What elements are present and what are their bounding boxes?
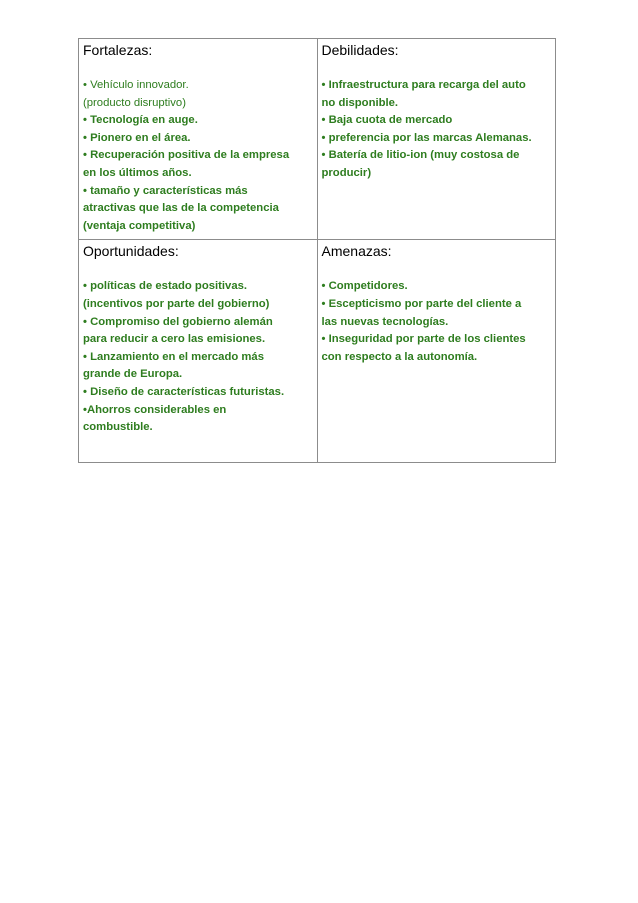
oportunidades-title: Oportunidades:: [83, 243, 179, 260]
list-item: • políticas de estado positivas.: [83, 280, 248, 293]
oportunidades-cell: [79, 240, 318, 463]
fortalezas-title: Fortalezas:: [83, 42, 153, 58]
swot-row-top: [79, 39, 556, 240]
swot-row-bottom: [79, 240, 556, 463]
list-item: (producto disruptivo): [83, 96, 186, 109]
list-item: • Baja cuota de mercado: [321, 114, 453, 127]
fortalezas-cell: [79, 39, 318, 240]
list-item: • Pionero en el área.: [83, 131, 191, 144]
list-item: atractivas que las de la competencia: [83, 202, 279, 215]
oportunidades-list: [83, 278, 313, 436]
amenazas-cell: [317, 240, 556, 463]
amenazas-list: [322, 278, 552, 366]
list-item: grande de Europa.: [83, 368, 183, 381]
list-item: • Vehículo innovador.: [83, 79, 189, 91]
list-item: • tamaño y características más: [83, 184, 248, 197]
debilidades-list: [322, 77, 552, 183]
list-item: producir): [321, 166, 372, 179]
list-item: • Tecnología en auge.: [83, 114, 198, 127]
debilidades-cell: [317, 39, 556, 240]
list-item: • Inseguridad por parte de los clientes: [321, 333, 526, 346]
fortalezas-list: [83, 77, 313, 235]
list-item: • Compromiso del gobierno alemán: [83, 315, 273, 328]
list-item: • Batería de litio-ion (muy costosa de: [321, 149, 520, 162]
list-item: (incentivos por parte del gobierno): [83, 297, 270, 310]
list-item: • Recuperación positiva de la empresa: [83, 149, 290, 162]
list-item: combustible.: [83, 421, 153, 434]
list-item: (ventaja competitiva): [83, 219, 196, 232]
list-item: • Infraestructura para recarga del auto: [321, 79, 526, 91]
list-item: • Diseño de características futuristas.: [83, 385, 285, 398]
list-item: con respecto a la autonomía.: [321, 350, 478, 363]
list-item: • Competidores.: [321, 280, 408, 293]
list-item: las nuevas tecnologías.: [321, 315, 449, 328]
list-item: • Escepticismo por parte del cliente a: [321, 297, 522, 310]
list-item: para reducir a cero las emisiones.: [83, 333, 266, 346]
list-item: •Ahorros considerables en: [83, 403, 227, 416]
list-item: • Lanzamiento en el mercado más: [83, 350, 264, 363]
list-item: • preferencia por las marcas Alemanas.: [321, 131, 532, 144]
list-item: en los últimos años.: [83, 166, 192, 179]
swot-table: [78, 38, 556, 463]
debilidades-title: Debilidades:: [321, 42, 399, 58]
amenazas-title: Amenazas:: [321, 243, 392, 260]
list-item: no disponible.: [321, 96, 399, 109]
